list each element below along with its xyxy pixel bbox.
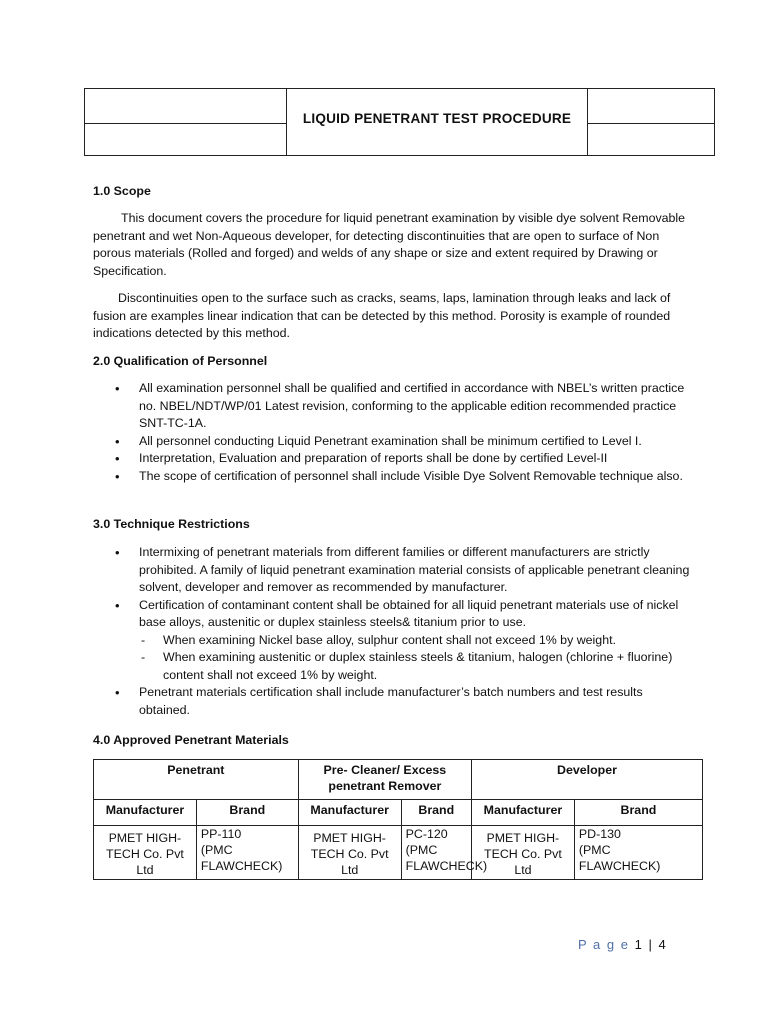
column-header-manufacturer: Manufacturer [298, 800, 401, 826]
scope-paragraph-2 [93, 290, 693, 343]
page-label: P a g e [578, 937, 630, 952]
list-item: • All personnel conducting Liquid Penetrant examination shall be minimum certified to Level I. [93, 433, 693, 451]
brand-line2: (PMC [200, 843, 233, 857]
column-header-manufacturer: Manufacturer [94, 800, 197, 826]
brand-cell [401, 826, 488, 880]
restrictions-list [93, 544, 693, 719]
sub-list-item: - When examining Nickel base alloy, sulphur content shall not exceed 1% by weight. [139, 632, 693, 650]
manufacturer-name-line3: Ltd [341, 863, 359, 877]
section-heading-qualification: 2.0 Qualification of Personnel [93, 354, 268, 368]
brand-line3: FLAWCHECK) [578, 859, 661, 873]
page-current: 1 [634, 937, 644, 952]
scope-paragraph-2-text: Discontinuities open to the surface such as cracks, seams, laps, lamination through leaks and lack of fusion are examples linear indication that can be detected by this method. Porosity is example of rounded indications detected by this method. [93, 291, 671, 340]
manufacturer-name-line3: Ltd [514, 863, 532, 877]
section-heading-scope: 1.0 Scope [93, 184, 151, 198]
list-item-text: Certification of contaminant content shall be obtained for all liquid penetrant materials use of nickel base alloys, austenitic or duplex stainless steels& titanium prior to use. [139, 597, 679, 629]
manufacturer-cell [298, 826, 401, 880]
brand-line3: FLAWCHECK) [405, 859, 488, 873]
column-header-brand: Brand [401, 800, 471, 826]
table-row [94, 760, 703, 800]
brand-line2: (PMC [578, 843, 611, 857]
manufacturer-initial: P [108, 831, 117, 845]
manufacturer-name: MET HIGH- [116, 831, 182, 845]
list-item: • The scope of certification of personnel shall include Visible Dye Solvent Removable technique also. [93, 468, 693, 486]
list-item: • Penetrant materials certification shall include manufacturer’s batch numbers and test results obtained. [93, 684, 693, 719]
page-separator: | [648, 937, 654, 952]
manufacturer-initial: P [313, 831, 322, 845]
brand-code: PD-130 [578, 827, 621, 841]
manufacturer-name: MET HIGH- [321, 831, 386, 845]
header-rule-left [85, 123, 286, 124]
manufacturer-initial: P [486, 831, 495, 845]
brand-code: PC-120 [405, 827, 448, 841]
column-header-brand: Brand [574, 800, 702, 826]
materials-table [93, 759, 703, 880]
group-header-penetrant: Penetrant [94, 760, 299, 800]
qualification-list [93, 380, 693, 485]
manufacturer-name: MET HIGH- [494, 831, 560, 845]
header-divider-right [587, 89, 588, 155]
column-header-manufacturer: Manufacturer [471, 800, 574, 826]
list-item: • Interpretation, Evaluation and preparation of reports shall be done by certified Level-II [93, 450, 693, 468]
list-item: • Intermixing of penetrant materials from different families or different manufacturers are strictly prohibited. A family of liquid penetrant examination material consists of applicable penetrant cleaning solvent, developer and remover as recommended by manufacturer. [93, 544, 693, 597]
manufacturer-name-line3: Ltd [136, 863, 154, 877]
document-title: LIQUID PENETRANT TEST PROCEDURE [302, 111, 572, 126]
manufacturer-name-line2: TECH Co. Pvt [484, 847, 562, 861]
sub-list [139, 632, 693, 685]
brand-line2: (PMC [405, 843, 438, 857]
section-heading-restrictions: 3.0 Technique Restrictions [93, 517, 250, 531]
column-header-brand: Brand [196, 800, 298, 826]
page-total: 4 [658, 937, 668, 952]
brand-cell [574, 826, 702, 880]
header-box [84, 88, 715, 156]
page-footer [578, 936, 667, 954]
sub-list-item: - When examining austenitic or duplex stainless steels & titanium, halogen (chlorine + fluorine) content shall not exceed 1% by weight. [139, 649, 693, 684]
scope-paragraph-1-text: This document covers the procedure for liquid penetrant examination by visible dye solvent Removable penetrant and wet Non-Aqueous developer, for detecting discontinuities that are open to surface of Non porous materials (Rolled and forged) and welds of any shape or size and extent required by Drawing or Specification. [93, 211, 686, 278]
list-item [93, 597, 693, 685]
manufacturer-name-line2: TECH Co. Pvt [106, 847, 184, 861]
header-rule-right [587, 123, 715, 124]
scope-paragraph-1 [93, 210, 693, 280]
brand-line3: FLAWCHECK) [200, 859, 283, 873]
table-row [94, 800, 703, 826]
manufacturer-name-line2: TECH Co. Pvt [310, 847, 389, 861]
list-item: • All examination personnel shall be qualified and certified in accordance with NBEL’s written practice no. NBEL/NDT/WP/01 Latest revision, conforming to the applicable edition recommended practice SNT-TC-1A. [93, 380, 693, 433]
group-header-cleaner: Pre- Cleaner/ Excess penetrant Remover [298, 760, 471, 800]
brand-code: PP-110 [200, 827, 242, 841]
section-heading-materials: 4.0 Approved Penetrant Materials [93, 733, 289, 747]
manufacturer-cell [94, 826, 197, 880]
group-header-developer: Developer [471, 760, 702, 800]
brand-cell [196, 826, 298, 880]
table-row [94, 826, 703, 880]
